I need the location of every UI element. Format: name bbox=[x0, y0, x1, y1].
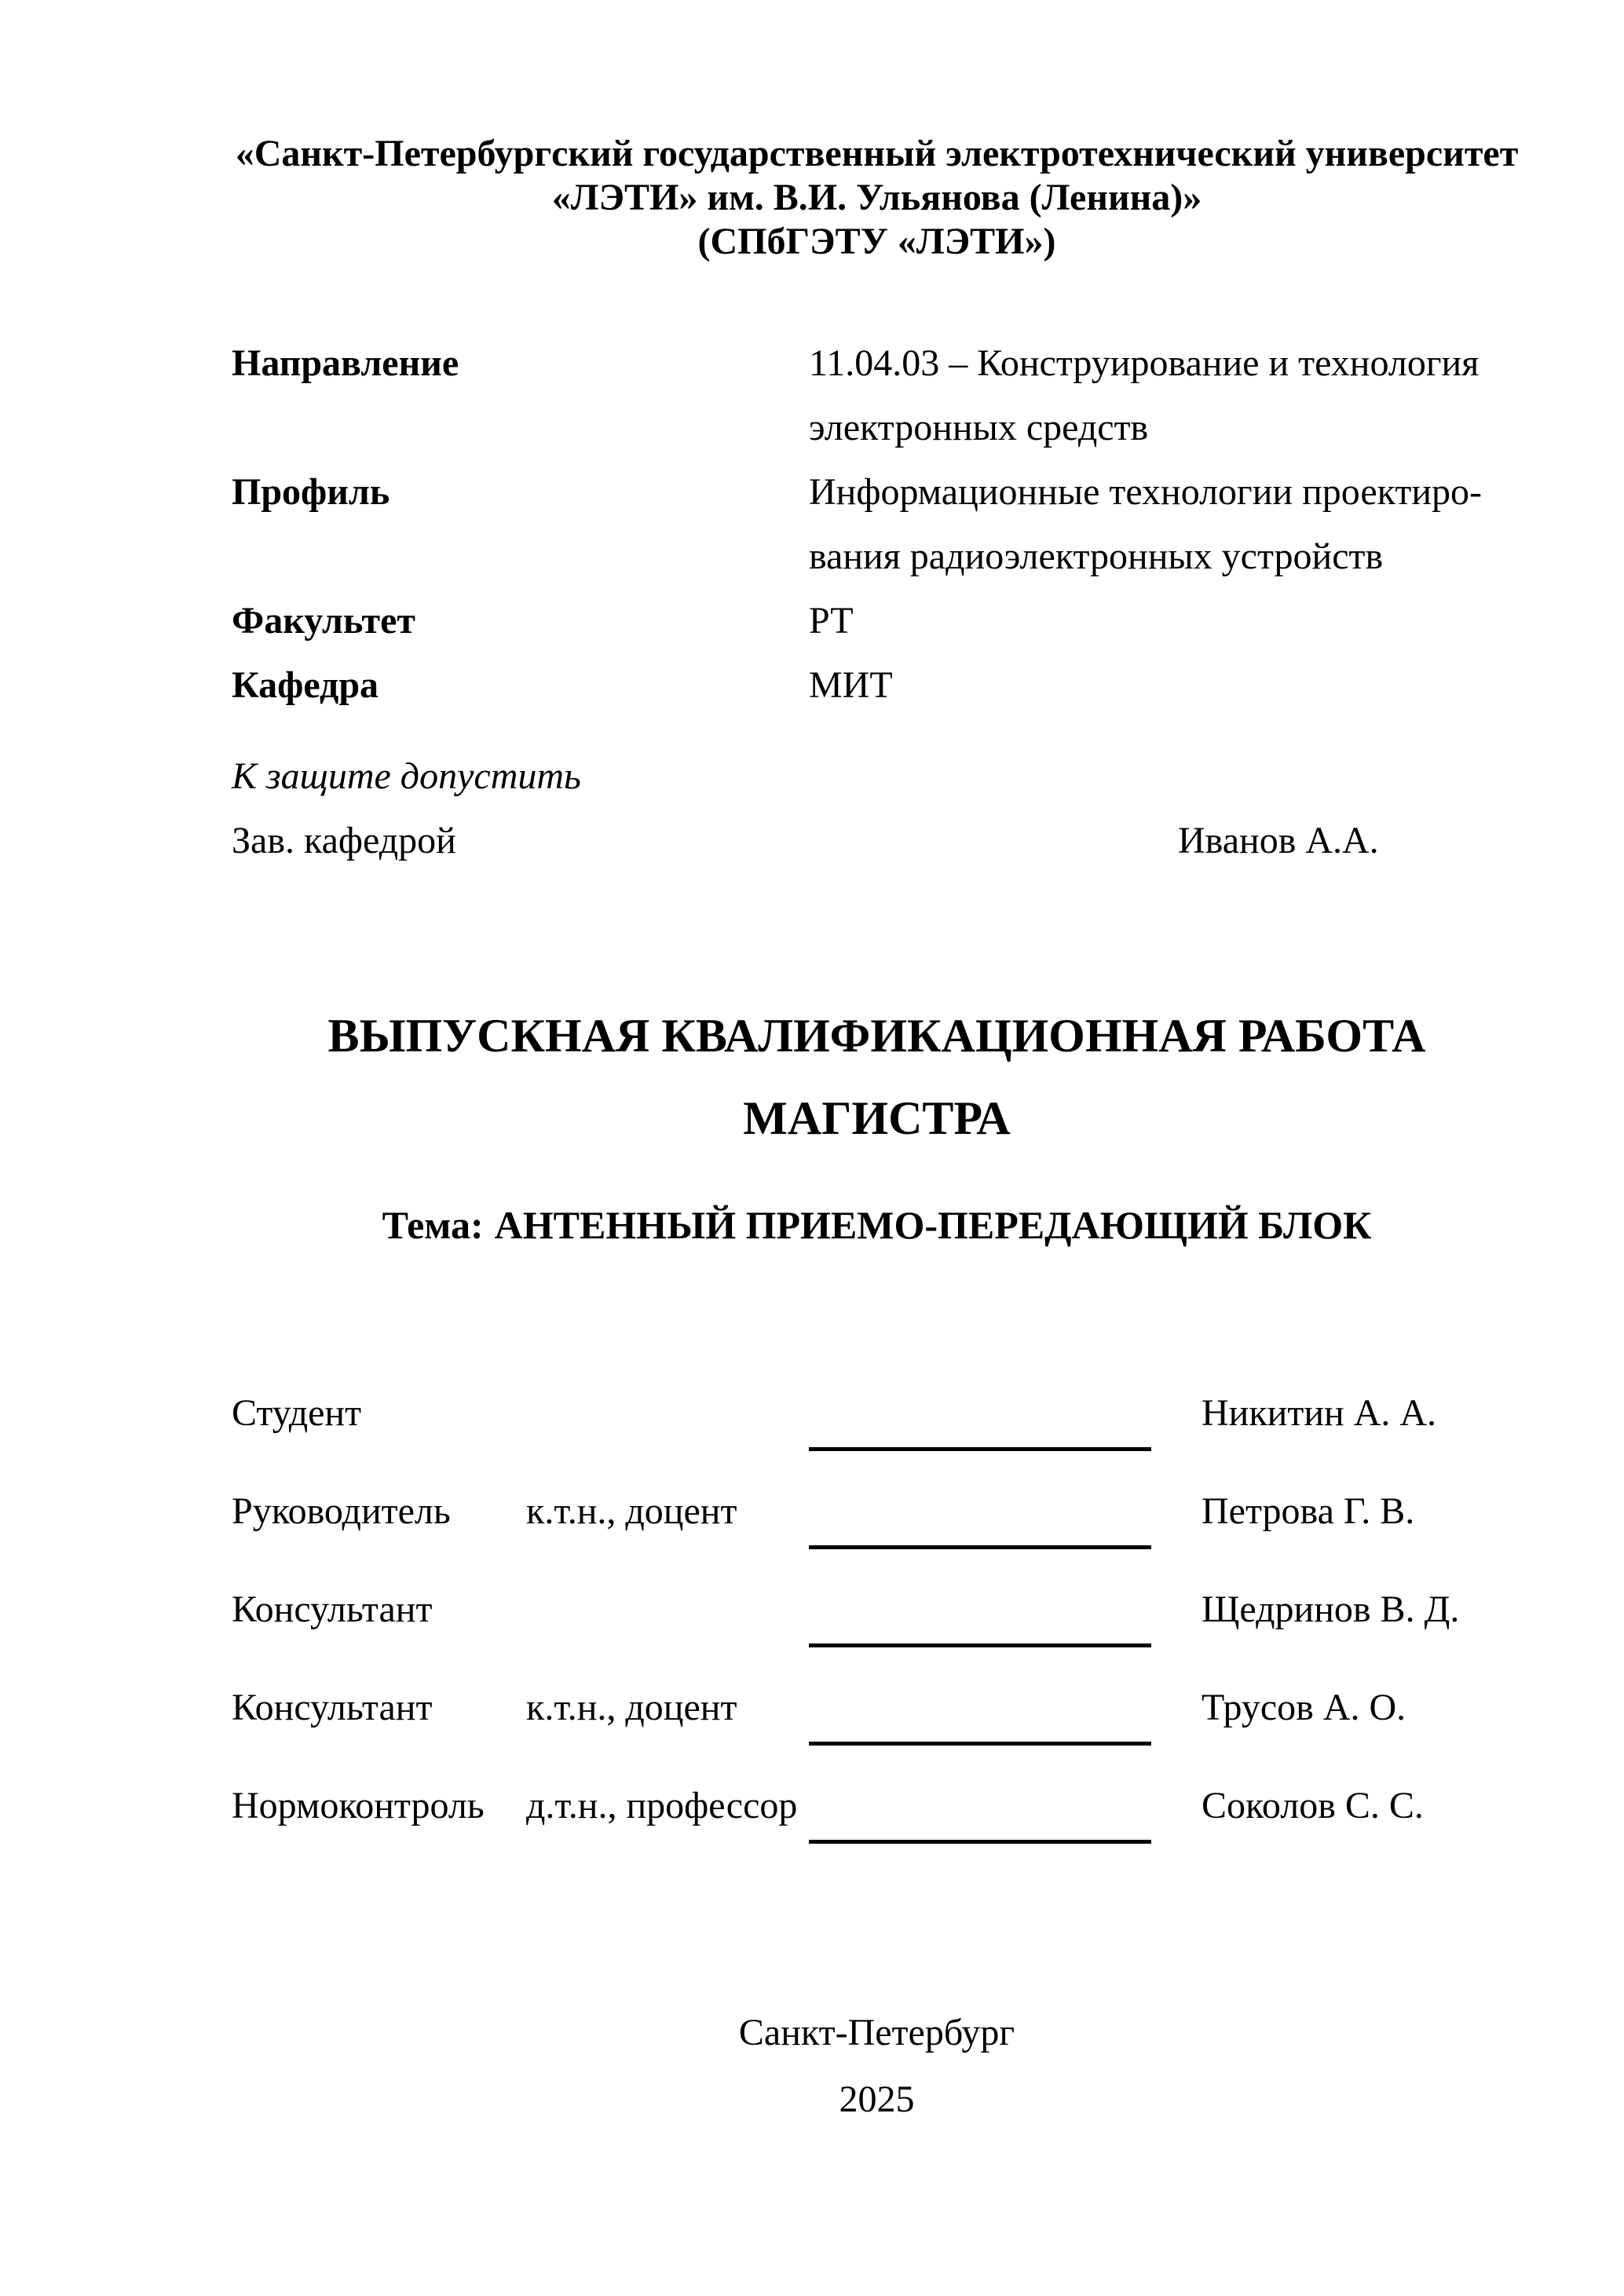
thesis-title-line-1: ВЫПУСКНАЯ КВАЛИФИКАЦИОННАЯ РАБОТА bbox=[327, 1010, 1426, 1062]
field-value-line: электронных средств bbox=[809, 407, 1149, 448]
signature-role: Консультант bbox=[232, 1687, 433, 1728]
signature-row-consultant-1 bbox=[232, 1587, 1522, 1685]
field-row-direction bbox=[232, 331, 1522, 460]
signature-role: Студент bbox=[232, 1392, 362, 1434]
signature-role: Руководитель bbox=[232, 1490, 451, 1532]
signature-name: Никитин А. А. bbox=[1202, 1392, 1437, 1434]
signature-line bbox=[809, 1783, 1151, 1844]
field-row-faculty bbox=[232, 589, 1522, 653]
signature-row-supervisor bbox=[232, 1489, 1522, 1587]
field-label: Факультет bbox=[232, 600, 415, 642]
signature-line bbox=[809, 1587, 1151, 1647]
footer-year: 2025 bbox=[839, 2078, 915, 2120]
signature-role: Нормоконтроль bbox=[232, 1785, 485, 1826]
signature-line-cell bbox=[809, 1489, 1170, 1587]
signature-line bbox=[809, 1391, 1151, 1451]
topic-label: Тема: bbox=[382, 1203, 484, 1247]
signature-line bbox=[809, 1685, 1151, 1746]
field-value-line: МИТ bbox=[809, 664, 893, 706]
signature-name: Петрова Г. В. bbox=[1202, 1490, 1415, 1532]
signature-role: Консультант bbox=[232, 1589, 433, 1630]
field-row-profile bbox=[232, 460, 1522, 589]
thesis-title bbox=[232, 995, 1522, 1160]
thesis-title-line-2: МАГИСТРА bbox=[743, 1092, 1011, 1144]
field-label: Направление bbox=[232, 342, 459, 384]
signature-qualification bbox=[526, 1391, 809, 1489]
field-value-line: 11.04.03 – Конструирование и технология bbox=[809, 342, 1480, 384]
footer-city: Санкт-Петербург bbox=[738, 2012, 1015, 2053]
university-name-line-1: «Санкт-Петербургский государственный электротехнический университет bbox=[235, 133, 1519, 174]
field-value bbox=[809, 460, 1522, 589]
field-value-line: вания радиоэлектронных устройств bbox=[809, 536, 1384, 577]
signature-qualification: к.т.н., доцент bbox=[526, 1687, 737, 1728]
university-name-line-2: «ЛЭТИ» им. В.И. Ульянова (Ленина)» bbox=[551, 177, 1202, 218]
signature-qualification bbox=[526, 1587, 809, 1685]
field-row-department bbox=[232, 653, 1522, 718]
signature-row-student bbox=[232, 1391, 1522, 1489]
field-value bbox=[809, 589, 1522, 653]
university-abbreviation: (СПбГЭТУ «ЛЭТИ») bbox=[697, 221, 1056, 262]
signature-qualification: к.т.н., доцент bbox=[526, 1490, 737, 1532]
field-value bbox=[809, 653, 1522, 718]
field-value-line: Информационные технологии проектиро- bbox=[809, 471, 1483, 513]
signature-name: Щедринов В. Д. bbox=[1202, 1589, 1460, 1630]
topic-text: АНТЕННЫЙ ПРИЕМО-ПЕРЕДАЮЩИЙ БЛОК bbox=[494, 1203, 1372, 1247]
approval-block bbox=[232, 744, 1522, 873]
thesis-topic bbox=[232, 1193, 1522, 1257]
department-head-name: Иванов А.А. bbox=[1178, 820, 1379, 861]
signature-line bbox=[809, 1489, 1151, 1549]
signature-row-consultant-2 bbox=[232, 1685, 1522, 1783]
university-header bbox=[232, 132, 1522, 264]
signature-row-norm-control bbox=[232, 1783, 1522, 1881]
field-label: Кафедра bbox=[232, 664, 379, 706]
signature-block bbox=[232, 1391, 1522, 1881]
field-label: Профиль bbox=[232, 471, 390, 513]
field-value bbox=[809, 331, 1522, 460]
signature-qualification: д.т.н., профессор bbox=[526, 1785, 798, 1826]
signature-line-cell bbox=[809, 1587, 1170, 1685]
signature-name: Трусов А. О. bbox=[1202, 1687, 1406, 1728]
field-value-line: РТ bbox=[809, 600, 854, 642]
signature-line-cell bbox=[809, 1391, 1170, 1489]
signature-line-cell bbox=[809, 1783, 1170, 1881]
department-head-label: Зав. кафедрой bbox=[232, 820, 456, 861]
footer bbox=[232, 1999, 1522, 2133]
signature-line-cell bbox=[809, 1685, 1170, 1783]
signature-name: Соколов С. С. bbox=[1202, 1785, 1424, 1826]
department-head-row bbox=[232, 809, 1522, 873]
program-fields bbox=[232, 331, 1522, 718]
defense-permit-line: К защите допустить bbox=[232, 755, 581, 797]
